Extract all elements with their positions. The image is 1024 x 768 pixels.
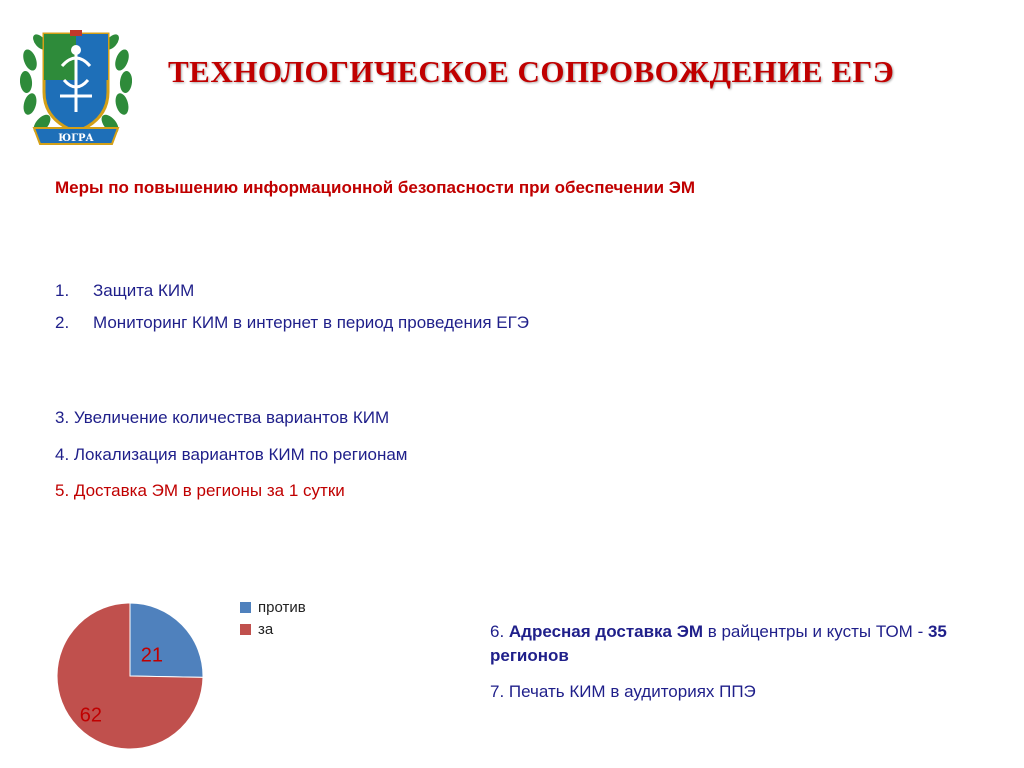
list-item [55,312,535,334]
measure-item-4: 4. Локализация вариантов КИМ по регионам [55,445,408,464]
numbered-list [55,280,535,344]
legend-label: за [258,620,274,638]
chart-legend [240,596,306,640]
item-6-prefix: 6. [490,622,509,641]
emblem-logo [20,20,132,152]
legend-swatch-icon [240,602,251,613]
measure-item-5: 5. Доставка ЭМ в регионы за 1 сутки [55,481,345,500]
delivery-notes [490,620,960,704]
measure-item-6 [490,620,960,668]
legend-swatch-icon [240,624,251,635]
svg-text:ЮГРА: ЮГРА [58,133,94,144]
measure-item-7: 7. Печать КИМ в аудиториях ППЭ [490,682,756,701]
item-6-regions: 35 регионов [490,622,947,665]
list-item [55,280,535,302]
list-item-text: Защита КИМ [93,281,195,300]
legend-item [240,596,306,618]
legend-item [240,618,306,640]
pie-data-label: 62 [79,704,103,727]
item-6-mid: в райцентры и кусты ТОМ - [703,622,928,641]
pie-data-label: 21 [140,644,164,667]
section-subtitle: Меры по повышению информационной безопасности при обеспечении ЭМ [55,178,696,197]
list-item-number: 1. [55,281,70,300]
list-item-text: Мониторинг КИМ в интернет в период проведения ЕГЭ [93,313,530,332]
list-item-number: 2. [55,313,70,332]
measure-item-3: 3. Увеличение количества вариантов КИМ [55,408,390,427]
legend-label: против [258,598,306,616]
page-title: ТЕХНОЛОГИЧЕСКОЕ СОПРОВОЖДЕНИЕ ЕГЭ [168,54,895,89]
item-6-bold: Адресная доставка ЭМ [508,622,703,641]
